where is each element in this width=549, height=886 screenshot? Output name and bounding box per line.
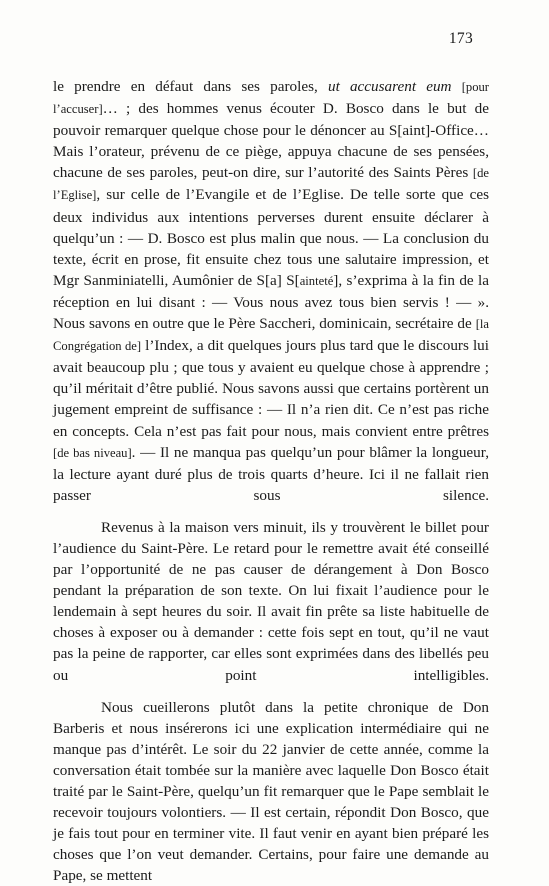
paragraph-1 [53, 76, 489, 506]
editorial-insert: ainteté [299, 273, 334, 288]
page-number: 173 [448, 30, 473, 47]
text-run: … ; des hommes venus écouter D. Bosco dans le but de pouvoir remarquer quelque chose pour le dénoncer au S[aint]-Office… Mais l’orateur, prévenu de ce piège, appuya chacune de ses pensées, chacune de ses paroles, peut-on dire, sur l’autorité des Saints Pères [53, 100, 489, 182]
latin-quote: ut accusarent eum [327, 78, 452, 95]
text-run: l’Index, a dit quelques jours plus tard que le discours lui avait beaucoup plu ; que tous y avaient eu quelque chose à apprendre ; qu’il méritait d’être publié. Nous savons aussi que certains portèrent un jugement empreint de suffisance : — Il n’a rien dit. Ce n’est pas riche en concepts. Cela n’est pas fait pour nous, mais convient entre prêtres [53, 337, 489, 440]
text-run: ], s’exprima à la fin de la réception en lui disant : — Vous nous avez tous bien servis ! — ». Nous savons en outre que le Père Saccheri, dominicain, secrétaire de [53, 271, 490, 333]
text-run: Revenus à la maison vers minuit, ils y trouvèrent le billet pour l’audience du Saint-Père. Le retard pour le remettre avait été conseillé par l’opportunité de ne pas causer de dérangement à Don Bosco pendant la préparation de son texte. On lui fixait l’audience pour le lendemain à sept heures du soir. Il avait fin prête sa liste habituelle de choses à exposer ou à demander : cette fois sept en tout, qu’il ne vaut pas la peine de rapporter, car elles sont exprimées dans des libellés peu ou point intelligibles. [53, 518, 489, 684]
paragraph-gap [53, 686, 489, 697]
editorial-insert: [de bas niveau] [53, 445, 132, 460]
body-text [53, 76, 489, 886]
editorial-insert: [de l’Eglise] [53, 166, 490, 203]
text-run: le prendre en défaut dans ses paroles, [53, 78, 318, 95]
text-run: Nous cueillerons plutôt dans la petite chronique de Don Barberis et nous insérerons ici une explication intermédiaire qui ne manque pas d’intérêt. Le soir du 22 janvier de cette année, comme la conversation était tombée sur la manière avec laquelle Don Bosco était traité par le Saint-Père, quelqu’un fit remarquer que le Pape semblait le recevoir toujours volontiers. — Il est certain, répondit Don Bosco, que je fais tout pour en terminer vite. Il faut venir en ayant bien préparé les choses que l’on veut demander. Certains, pour faire une demande au Pape, se mettent [53, 698, 489, 885]
text-run: , sur celle de l’Evangile et de l’Eglise. De telle sorte que ces deux individus aux intentions perverses durent ensuite déclarer à quelqu’un : — D. Bosco est plus malin que nous. — La conclusion du texte, écrit en prose, fit ensuite chez tous une salutaire impression, et Mgr Sanminiatelli, Aumônier de S[a] S[ [53, 186, 489, 289]
paragraph-2 [53, 517, 489, 686]
paragraph-gap [53, 506, 489, 517]
editorial-insert: [la Congrégation de] [53, 317, 489, 354]
paragraph-3 [53, 697, 489, 886]
text-run: . — Il ne manqua pas quelqu’un pour blâmer la longueur, la lecture ayant duré plus de trois quarts d’heure. Ici il ne fallait rien passer sous silence. [53, 443, 489, 504]
editorial-insert: [pour l’accuser] [53, 80, 489, 117]
